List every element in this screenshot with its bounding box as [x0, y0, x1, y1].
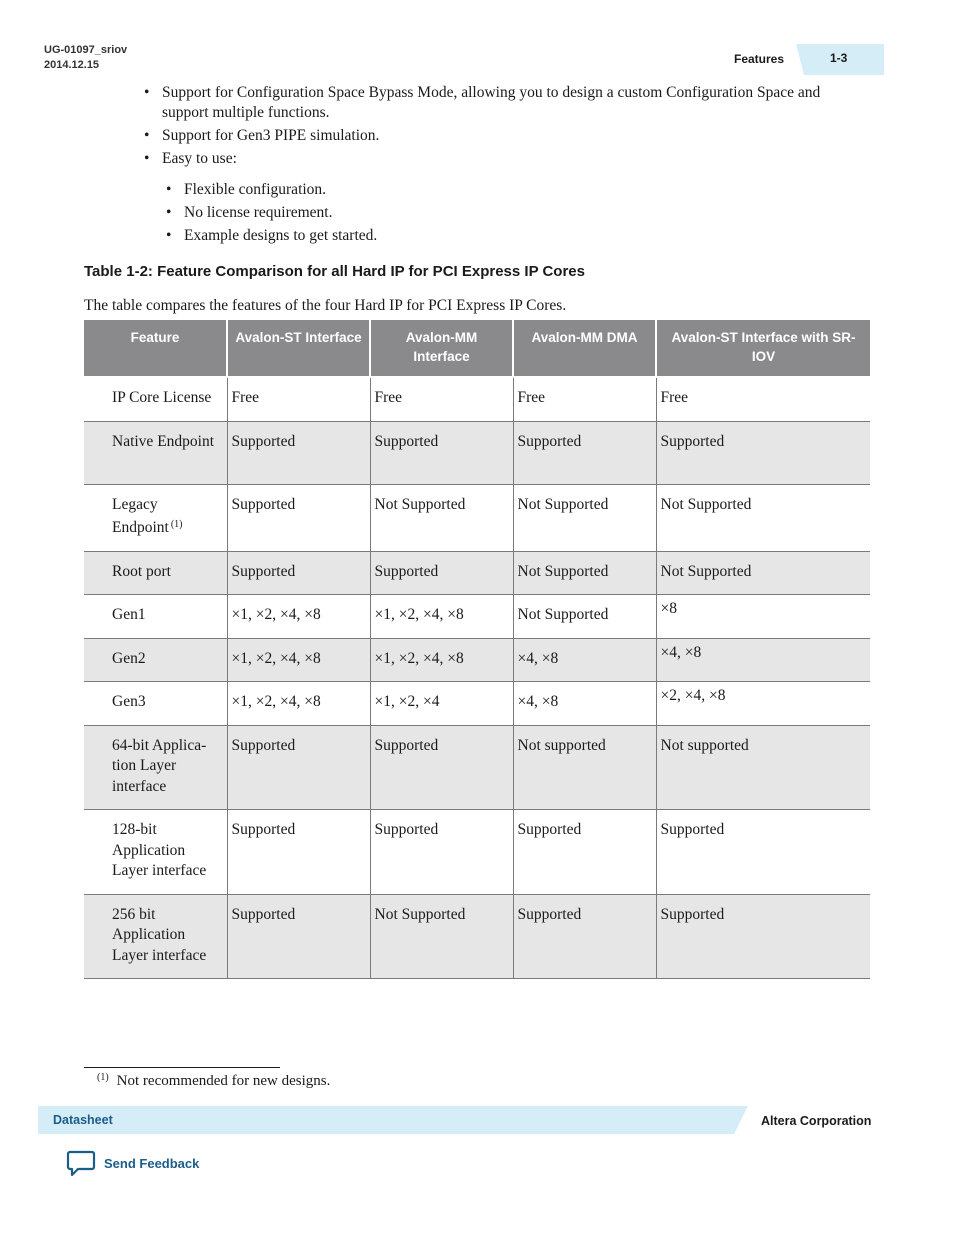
header-feature: Feature [84, 320, 227, 377]
table-cell: Not Supported [513, 551, 656, 595]
table-cell: Supported [227, 551, 370, 595]
row-feature-cell: 256 bit Application Layer interface [84, 894, 227, 979]
row-feature-cell [84, 484, 227, 551]
header-avalon-mm: Avalon-MM Interface [370, 320, 513, 377]
header-avalon-st: Avalon-ST Interface [227, 320, 370, 377]
table-cell: ×1, ×2, ×4, ×8 [227, 595, 370, 639]
speech-bubble-icon [66, 1150, 96, 1177]
table-header-row [84, 320, 870, 377]
table-cell: Supported [370, 421, 513, 484]
table-caption: Table 1-2: Feature Comparison for all Hard IP for PCI Express IP Cores [84, 263, 585, 280]
row-feature-cell: Root port [84, 551, 227, 595]
table-intro-text: The table compares the features of the four Hard IP for PCI Express IP Cores. [84, 297, 567, 314]
footer-band [38, 1106, 748, 1134]
table-cell: ×2, ×4, ×8 [656, 682, 870, 726]
header-avalon-st-sriov: Avalon-ST Interface with SR-IOV [656, 320, 870, 377]
table-cell: Supported [656, 894, 870, 979]
table-row [84, 682, 870, 726]
table-cell: ×4, ×8 [656, 638, 870, 682]
table-cell: Not supported [656, 725, 870, 810]
table-row [84, 421, 870, 484]
table-cell: Free [227, 377, 370, 421]
table-row [84, 377, 870, 421]
sub-bullet-item: • Flexible configuration. [166, 180, 766, 200]
table-cell: Supported [513, 421, 656, 484]
row-feature-cell: 128-bit Application Layer interface [84, 810, 227, 895]
send-feedback-link[interactable] [66, 1150, 199, 1177]
document-date: 2014.12.15 [44, 59, 100, 71]
bullet-item: • Support for Gen3 PIPE simulation. [144, 126, 864, 146]
header-avalon-mm-dma: Avalon-MM DMA [513, 320, 656, 377]
table-cell: Free [370, 377, 513, 421]
table-cell: Supported [227, 421, 370, 484]
document-id-block [44, 43, 127, 73]
bullet-item: • Easy to use: [144, 149, 864, 169]
table-cell: Not Supported [513, 595, 656, 639]
table-cell: Supported [227, 810, 370, 895]
row-feature-cell: Gen1 [84, 595, 227, 639]
table-row [84, 894, 870, 979]
table-cell: Not Supported [370, 484, 513, 551]
row-feature-cell: IP Core License [84, 377, 227, 421]
table-cell: ×4, ×8 [513, 682, 656, 726]
row-feature-cell: 64-bit Applica-tion Layer interface [84, 725, 227, 810]
table-row [84, 725, 870, 810]
footnote-marker: (1) [97, 1072, 109, 1083]
table-cell: Supported [370, 551, 513, 595]
table-cell: Not Supported [370, 894, 513, 979]
send-feedback-label: Send Feedback [104, 1156, 200, 1171]
feature-bullet-list [144, 83, 864, 172]
table-row [84, 810, 870, 895]
header-section-title: Features [734, 52, 785, 66]
table-cell: Supported [227, 725, 370, 810]
table-cell: Free [513, 377, 656, 421]
table-row [84, 551, 870, 595]
row-feature-label: Legacy Endpoint [112, 495, 169, 536]
table-cell: Supported [656, 421, 870, 484]
footnote [97, 1072, 330, 1090]
table-cell: Supported [370, 725, 513, 810]
footer-company: Altera Corporation [761, 1114, 872, 1128]
table-cell: Supported [656, 810, 870, 895]
table-cell: ×1, ×2, ×4, ×8 [370, 638, 513, 682]
row-feature-cell: Gen3 [84, 682, 227, 726]
document-id: UG-01097_sriov [44, 44, 128, 56]
table-cell: Supported [227, 894, 370, 979]
table-row [84, 484, 870, 551]
table-cell: ×1, ×2, ×4, ×8 [227, 638, 370, 682]
table-cell: ×4, ×8 [513, 638, 656, 682]
table-cell: Supported [513, 810, 656, 895]
ease-of-use-bullet-list [166, 180, 766, 249]
table-cell: Not Supported [513, 484, 656, 551]
table-cell: ×8 [656, 595, 870, 639]
table-cell: Free [656, 377, 870, 421]
row-feature-cell: Gen2 [84, 638, 227, 682]
table-cell: ×1, ×2, ×4, ×8 [370, 595, 513, 639]
row-feature-cell: Native Endpoint [84, 421, 227, 484]
footnote-text: Not recommended for new designs. [116, 1073, 331, 1089]
table-cell: Not Supported [656, 551, 870, 595]
table-cell: ×1, ×2, ×4 [370, 682, 513, 726]
table-cell: Not supported [513, 725, 656, 810]
footnote-reference: (1) [170, 519, 183, 530]
table-cell: Not Supported [656, 484, 870, 551]
bullet-item: • Support for Configuration Space Bypass Mode, allowing you to design a custom Configuration Space and support multiple functions. [144, 83, 864, 123]
sub-bullet-item: • No license requirement. [166, 203, 766, 223]
table-cell: Supported [370, 810, 513, 895]
table-cell: Supported [227, 484, 370, 551]
table-cell: ×1, ×2, ×4, ×8 [227, 682, 370, 726]
table-cell: Supported [513, 894, 656, 979]
footer-datasheet-link[interactable]: Datasheet [53, 1113, 113, 1127]
header-page-number: 1-3 [830, 51, 848, 65]
feature-comparison-table [84, 320, 870, 979]
sub-bullet-item: • Example designs to get started. [166, 226, 766, 246]
table-row [84, 595, 870, 639]
table-row [84, 638, 870, 682]
footnote-divider [84, 1067, 280, 1068]
